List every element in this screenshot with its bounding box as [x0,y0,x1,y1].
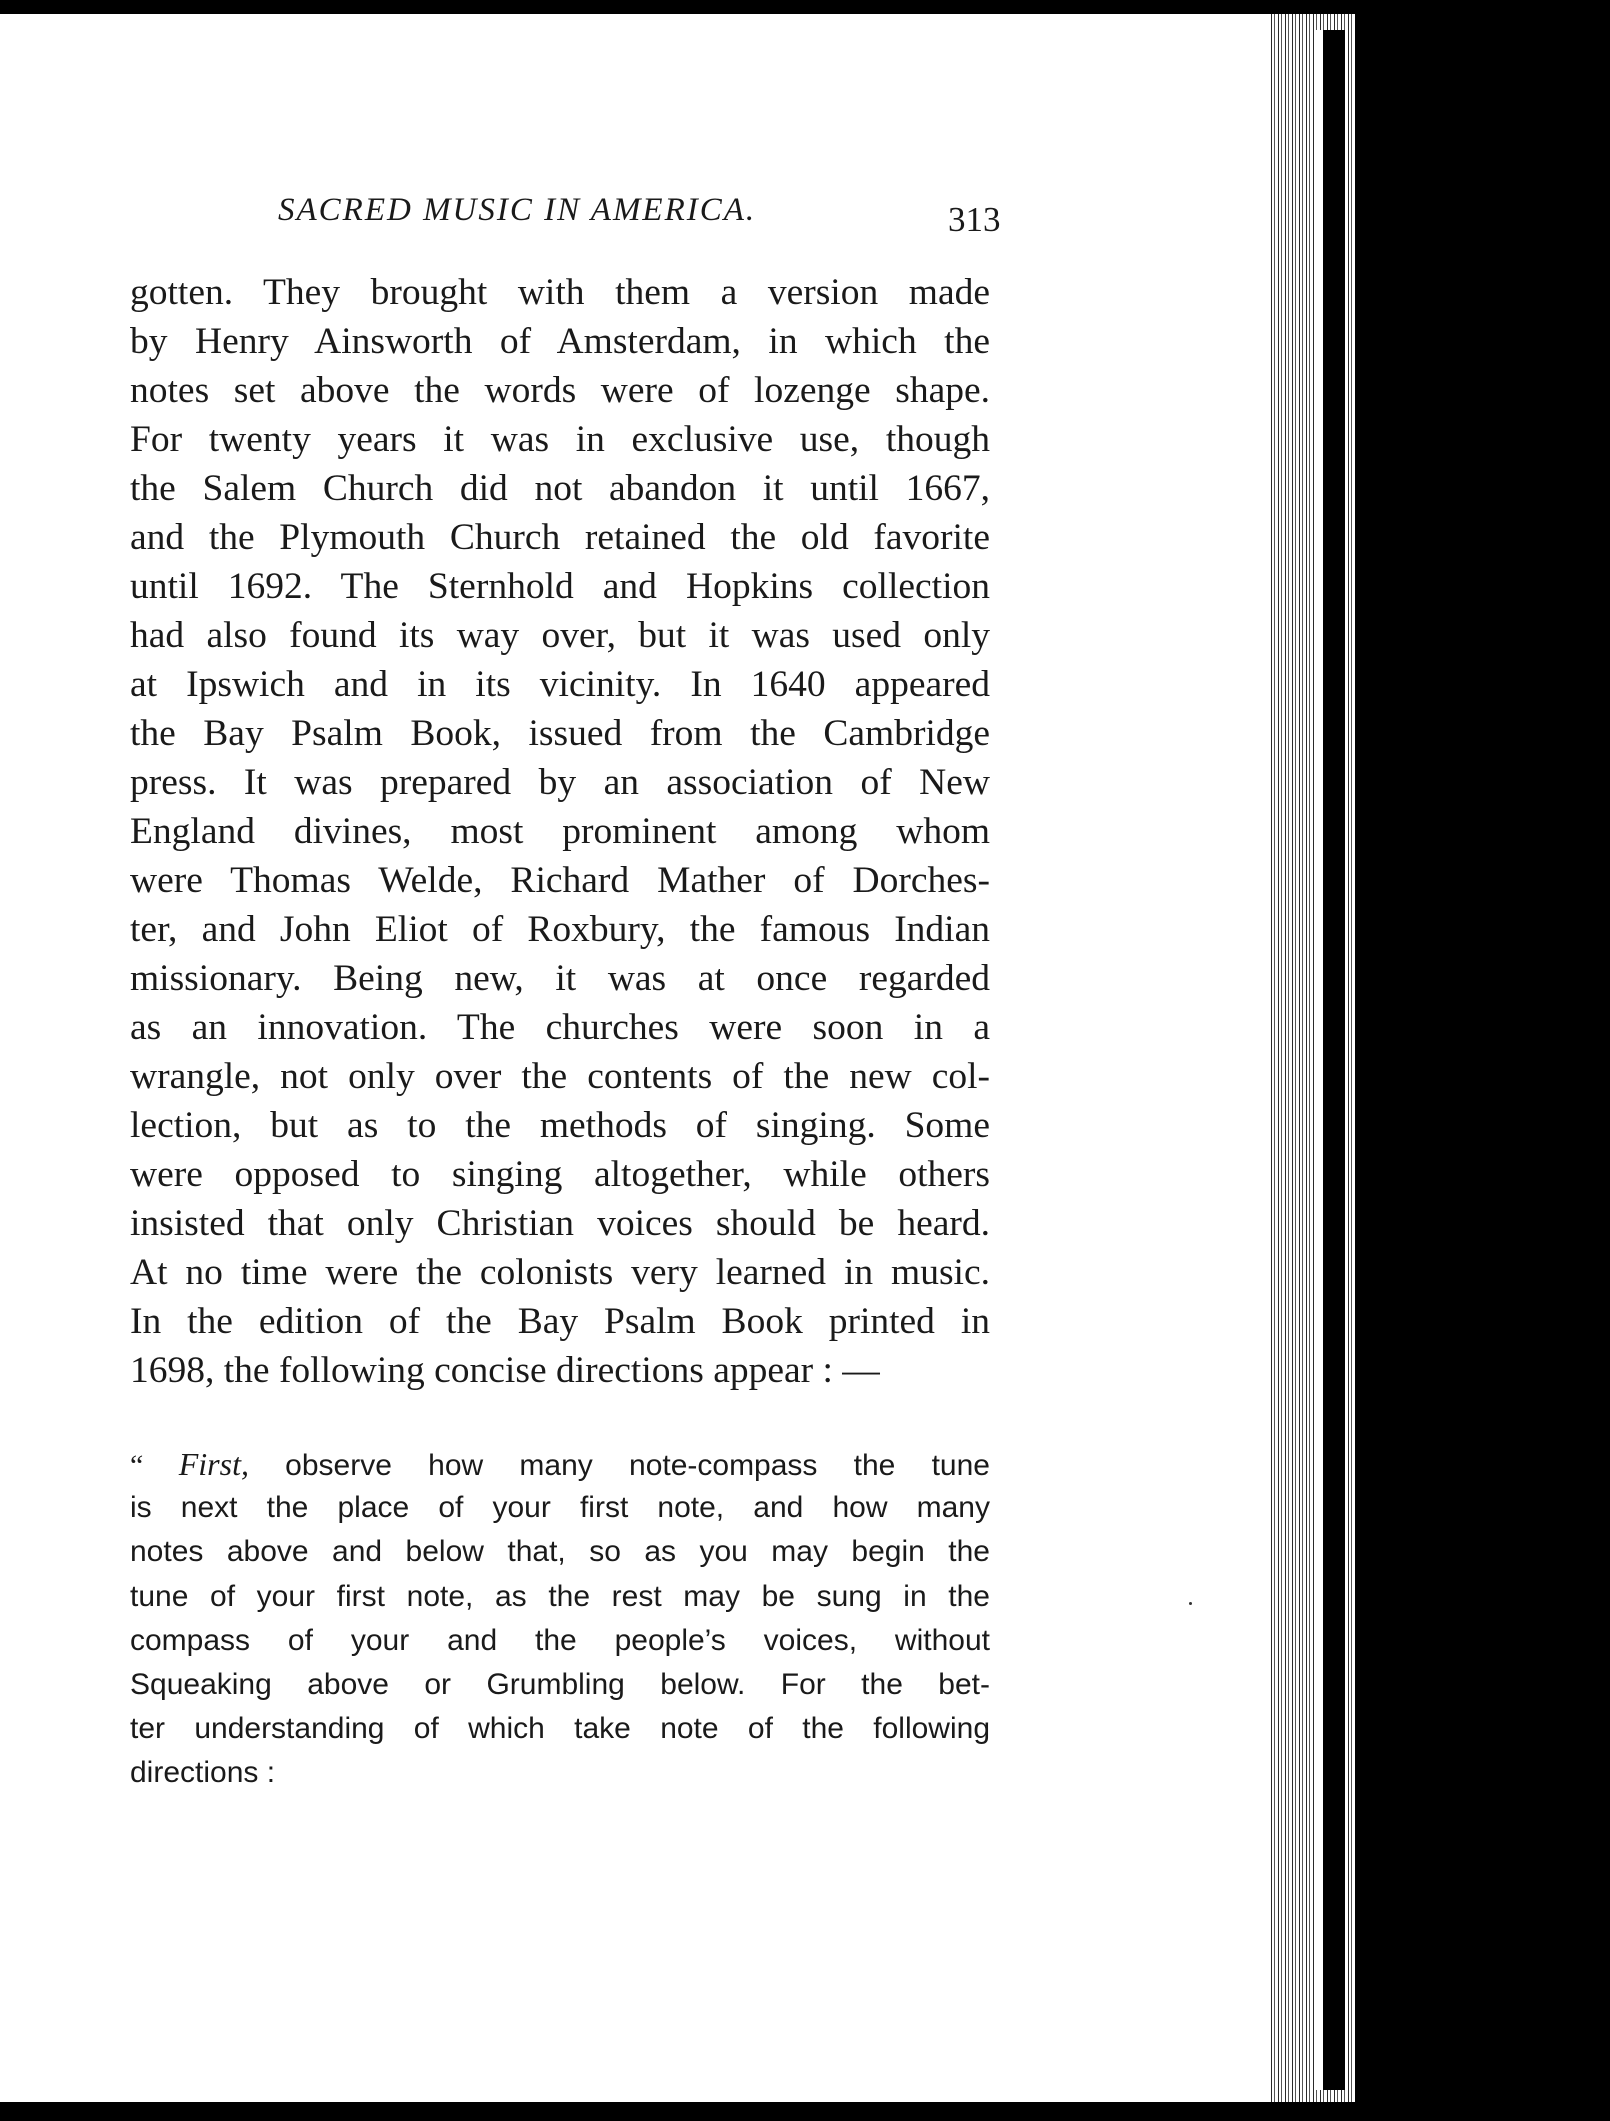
text-line: At no time were the colonists very learned in music. [130,1252,990,1293]
text-line: had also found its way over, but it was used only [130,615,990,656]
text-line: England divines, most prominent among whom [130,811,990,852]
text-line: the Salem Church did not abandon it until 1667, [130,468,990,509]
quote-first-word: First, [178,1446,249,1482]
page-number: 313 [948,200,1001,239]
quote-line: compass of your and the people’s voices, without [130,1623,990,1657]
text-line: wrangle, not only over the contents of the new col- [130,1056,990,1097]
text-line: were Thomas Welde, Richard Mather of Dorches- [130,860,990,901]
text-line: In the edition of the Bay Psalm Book printed in [130,1301,990,1342]
text-line: For twenty years it was in exclusive use, though [130,419,990,460]
text-line: as an innovation. The churches were soon in a [130,1007,990,1048]
page-edge-shadow [1323,30,1345,2090]
quote-line: directions : [130,1756,276,1790]
text-line: ter, and John Eliot of Roxbury, the famous Indian [130,909,990,950]
quote-open-mark: “ [130,1449,179,1482]
text-line: gotten. They brought with them a version made [130,272,990,313]
quote-first-line-rest: observe how many note-compass the tune [248,1449,990,1482]
text-line: 1698, the following concise directions appear : — [130,1350,880,1391]
text-line: press. It was prepared by an association of New [130,762,990,803]
quote-first-line [130,1442,990,1486]
quote-line: is next the place of your first note, and how many [130,1491,990,1525]
text-line: missionary. Being new, it was at once regarded [130,958,990,999]
text-line: lection, but as to the methods of singing. Some [130,1105,990,1146]
running-head [130,188,1001,244]
text-line: notes set above the words were of lozenge shape. [130,370,990,411]
text-line: the Bay Psalm Book, issued from the Cambridge [130,713,990,754]
scan-background-right [1355,0,1610,2121]
quote-line: ter understanding of which take note of the following [130,1712,990,1746]
quote-line: notes above and below that, so as you may begin the [130,1535,990,1569]
page-edge-highlight [1315,30,1323,2090]
text-line: at Ipswich and in its vicinity. In 1640 appeared [130,664,990,705]
block-quote [130,1442,990,1796]
text-line: until 1692. The Sternhold and Hopkins collection [130,566,990,607]
text-line: and the Plymouth Church retained the old favorite [130,517,990,558]
quote-line: Squeaking above or Grumbling below. For the bet- [130,1667,990,1701]
body-paragraph [130,268,990,1395]
scan-border-bottom [0,2102,1610,2121]
running-title: SACRED MUSIC IN AMERICA. [278,192,757,228]
quote-line: tune of your first note, as the rest may be sung in the [130,1579,990,1613]
text-line: were opposed to singing altogether, while others [130,1154,990,1195]
text-line: by Henry Ainsworth of Amsterdam, in which the [130,321,990,362]
text-line: insisted that only Christian voices should be heard. [130,1203,990,1244]
scan-speck [1189,1602,1192,1605]
